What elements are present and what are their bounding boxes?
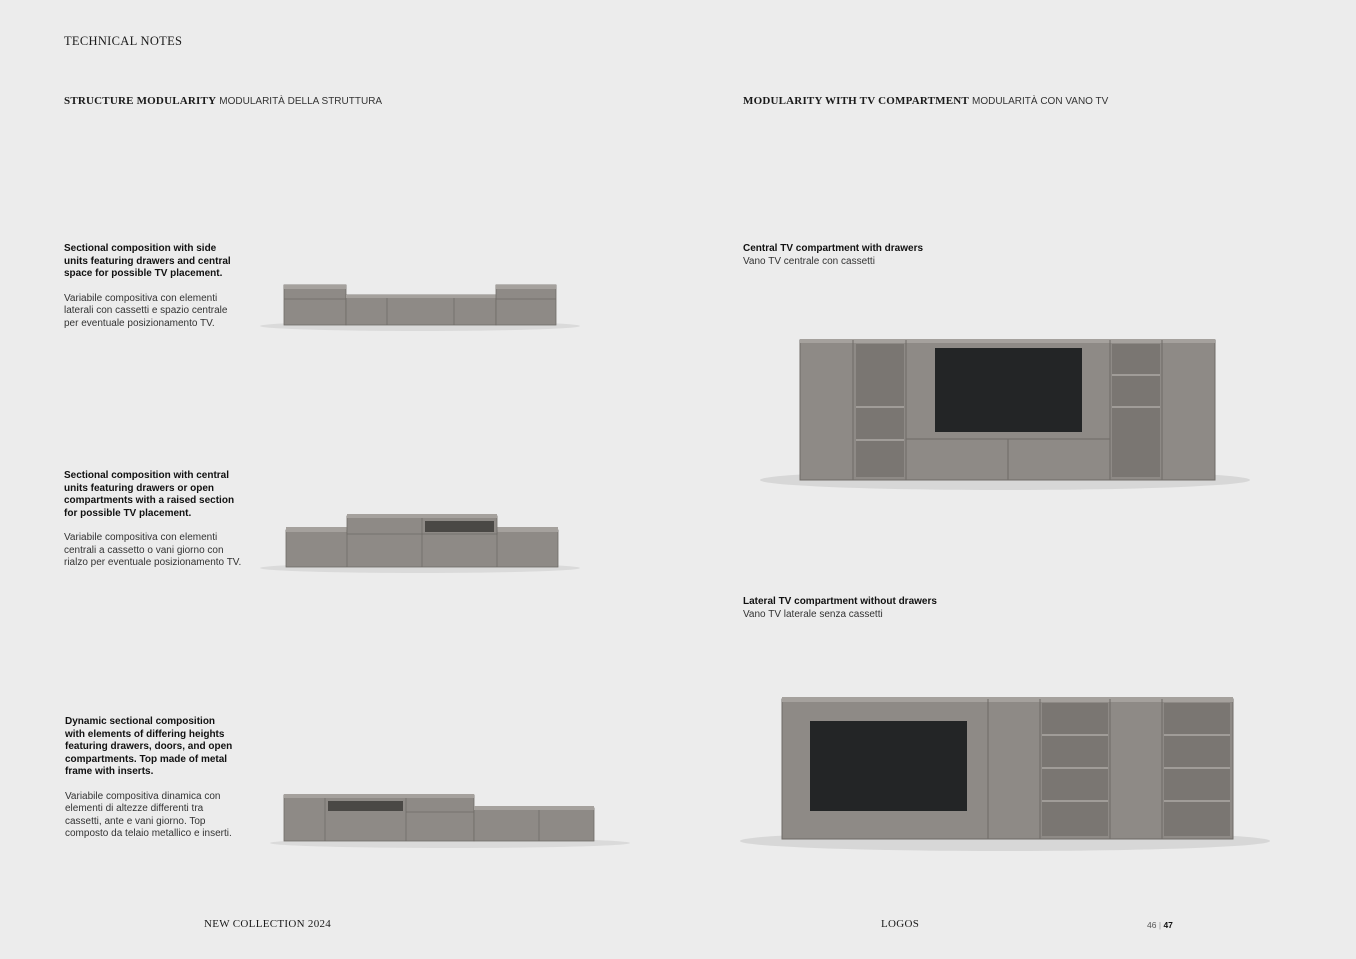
composition-2-desc-it: [64, 532, 274, 570]
right-section-title: [743, 95, 1108, 107]
left-section-title-it: MODULARITÀ DELLA STRUTTURA: [219, 96, 383, 107]
desc-line: Variabile compositiva dinamica con: [65, 790, 221, 802]
composition-1-desc-en: [64, 243, 274, 281]
composition-1-description: [64, 243, 274, 330]
composition-2-illustration: [270, 510, 590, 575]
composition-2-desc-en: [64, 470, 274, 520]
desc-line: frame with inserts.: [65, 766, 154, 777]
page-numbers: 46 | 47: [1147, 920, 1173, 930]
desc-line: units featuring drawers or open: [64, 482, 215, 494]
desc-line: Sectional composition with side: [64, 243, 217, 254]
composition-3-illustration: [270, 790, 640, 850]
desc-line: rialzo per eventuale posizionamento TV.: [64, 557, 242, 568]
central-tv-caption-it: Vano TV centrale con cassetti: [743, 255, 875, 267]
desc-line: per eventuale posizionamento TV.: [64, 317, 215, 329]
left-section-title-en: STRUCTURE MODULARITY: [64, 95, 217, 107]
desc-line: units featuring drawers and central: [64, 255, 231, 267]
right-section-title-it: MODULARITÀ CON VANO TV: [972, 96, 1109, 107]
desc-line: compartments with a raised section: [64, 495, 235, 506]
desc-line: for possible TV placement.: [64, 507, 192, 519]
desc-line: cassetti, ante e vani giorno. Top: [65, 815, 206, 827]
page-number-left: 46: [1147, 920, 1157, 930]
lateral-tv-illustration: [745, 694, 1285, 854]
lateral-tv-caption-it: Vano TV laterale senza cassetti: [743, 608, 883, 620]
composition-3-desc-it: [65, 791, 275, 841]
page-number-right: 47: [1163, 920, 1173, 930]
desc-line: Sectional composition with central: [64, 470, 230, 481]
left-section-title: [64, 95, 382, 107]
central-tv-caption: [743, 243, 1043, 268]
desc-line: Dynamic sectional composition: [65, 716, 216, 727]
page-label: TECHNICAL NOTES: [64, 34, 183, 48]
lateral-tv-caption: [743, 596, 1043, 621]
central-tv-caption-en: Central TV compartment with drawers: [743, 243, 924, 254]
desc-line: featuring drawers, doors, and open: [65, 741, 233, 752]
desc-line: centrali a cassetto o vani giorno con: [64, 544, 224, 556]
desc-line: composto da telaio metallico e inserti.: [65, 828, 232, 839]
composition-3-description: [65, 716, 275, 841]
footer-collection: NEW COLLECTION 2024: [204, 918, 332, 930]
desc-line: elementi di altezze differenti tra: [65, 803, 204, 814]
right-section-title-en: MODULARITY WITH TV COMPARTMENT: [743, 95, 969, 107]
central-tv-illustration: [765, 335, 1255, 495]
composition-3-desc-en: [65, 716, 275, 779]
composition-1-illustration: [270, 280, 590, 340]
desc-line: with elements of differing heights: [65, 728, 225, 740]
desc-line: laterali con cassetti e spazio centrale: [64, 305, 228, 316]
lateral-tv-caption-en: Lateral TV compartment without drawers: [743, 596, 937, 607]
composition-1-desc-it: [64, 293, 274, 331]
desc-line: Variabile compositiva con elementi: [64, 532, 218, 543]
footer-brand: LOGOS: [881, 918, 920, 930]
desc-line: compartments. Top made of metal: [65, 753, 228, 765]
desc-line: Variabile compositiva con elementi: [64, 292, 218, 304]
desc-line: space for possible TV placement.: [64, 268, 223, 279]
composition-2-description: [64, 470, 274, 570]
